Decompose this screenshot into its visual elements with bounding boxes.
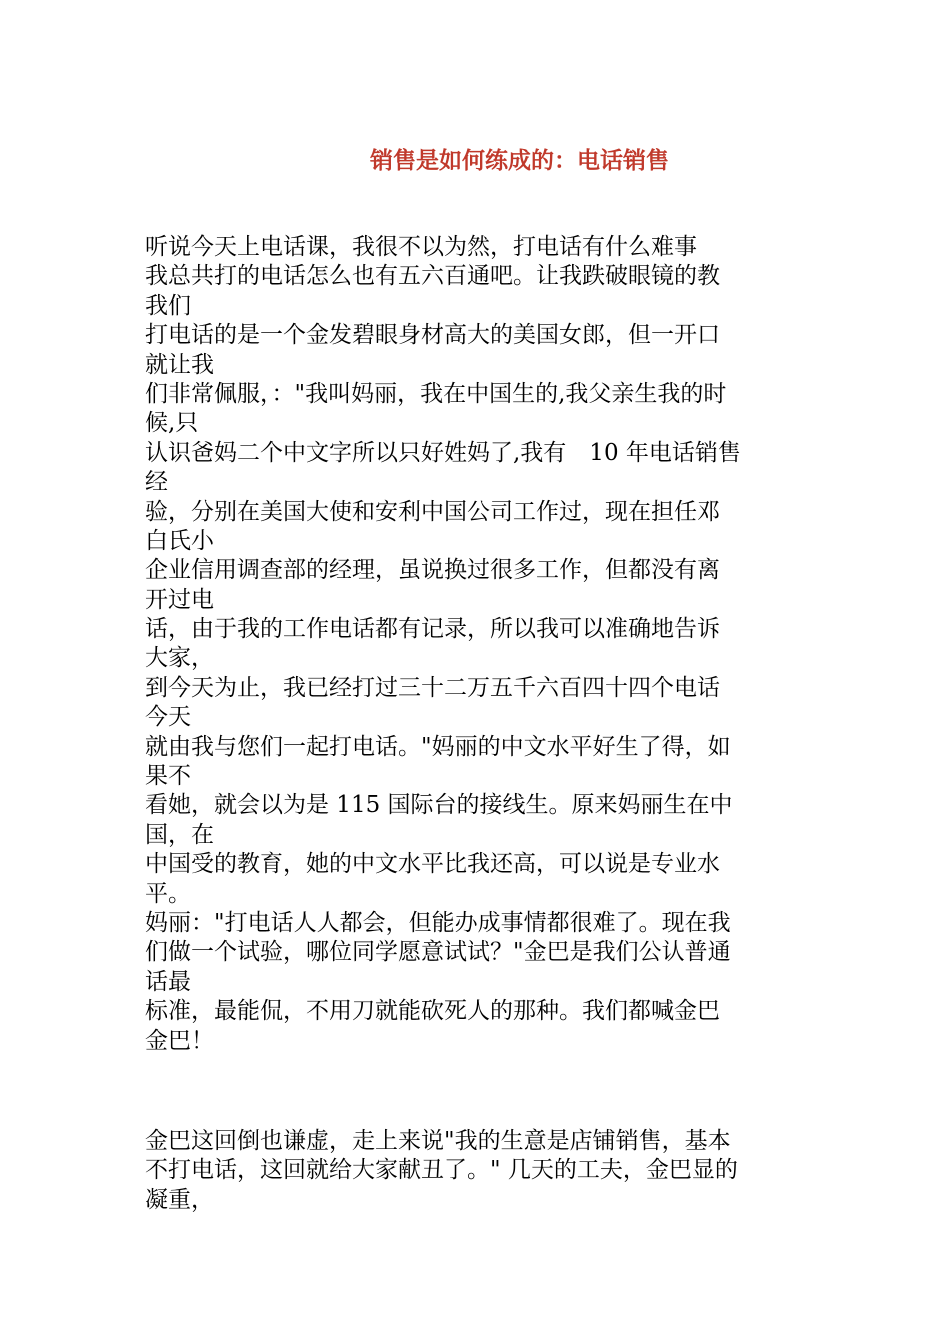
text-line: 金巴这回倒也谦虚，走上来说"我的生意是店铺销售，基本 <box>145 1128 731 1154</box>
text-line: 就让我 <box>145 351 214 378</box>
text-line: 打电话的是一个金发碧眼身材高大的美国女郎，但一开口 <box>145 322 720 349</box>
text-line: 听说今天上电话课，我很不以为然，打电话有什么难事 <box>145 234 697 260</box>
text-line: 们非常佩服，："我叫妈丽，我在中国生的,我父亲生我的时 <box>145 380 727 407</box>
text-line: 看她，就会以为是 115 国际台的接线生。原来妈丽生在中 <box>145 792 733 819</box>
paragraph-2 <box>145 1127 810 1215</box>
text-line: 们做一个试验，哪位同学愿意试试？"金巴是我们公认普通 <box>145 939 731 966</box>
text-line: 平。 <box>145 880 191 907</box>
text-line: 白氏小 <box>145 527 214 554</box>
text-line: 验，分别在美国大使和安利中国公司工作过，现在担任邓 <box>145 498 720 525</box>
text-line: 候,只 <box>145 410 199 437</box>
text-line: 凝重， <box>145 1186 214 1213</box>
text-line: 我总共打的电话怎么也有五六百通吧。让我跌破眼镜的教 <box>145 263 720 290</box>
text-line: 标准，最能侃，不用刀就能砍死人的那种。我们都喊金巴 <box>145 998 720 1025</box>
text-line: 中国受的教育，她的中文水平比我还高，可以说是专业水 <box>145 851 720 878</box>
paragraph-1 <box>145 233 810 1056</box>
text-line: 我们 <box>145 292 191 319</box>
text-line: 就由我与您们一起打电话。"妈丽的中文水平好生了得，如 <box>145 733 731 760</box>
text-line: 国，在 <box>145 821 214 848</box>
text-line: 话，由于我的工作电话都有记录，所以我可以准确地告诉 <box>145 616 720 643</box>
text-line: 话最 <box>145 968 191 995</box>
text-line: 果不 <box>145 763 191 790</box>
text-line: 到今天为止，我已经打过三十二万五千六百四十四个电话 <box>145 674 720 701</box>
text-line: 认识爸妈二个中文字所以只好姓妈了,我有 10 年电话销售 <box>145 439 741 466</box>
text-line: 妈丽："打电话人人都会，但能办成事情都很难了。现在我 <box>145 909 731 936</box>
text-line: 今天 <box>145 704 191 731</box>
text-line: 开过电 <box>145 586 214 613</box>
text-line: 金巴！ <box>145 1027 214 1054</box>
text-line: 大家， <box>145 645 214 672</box>
text-line: 经 <box>145 469 168 496</box>
text-line: 不打电话，这回就给大家献丑了。" 几天的工夫，金巴显的 <box>145 1157 738 1184</box>
text-line: 企业信用调查部的经理，虽说换过很多工作，但都没有离 <box>145 557 720 584</box>
document-title: 销售是如何练成的：电话销售 <box>370 147 669 174</box>
